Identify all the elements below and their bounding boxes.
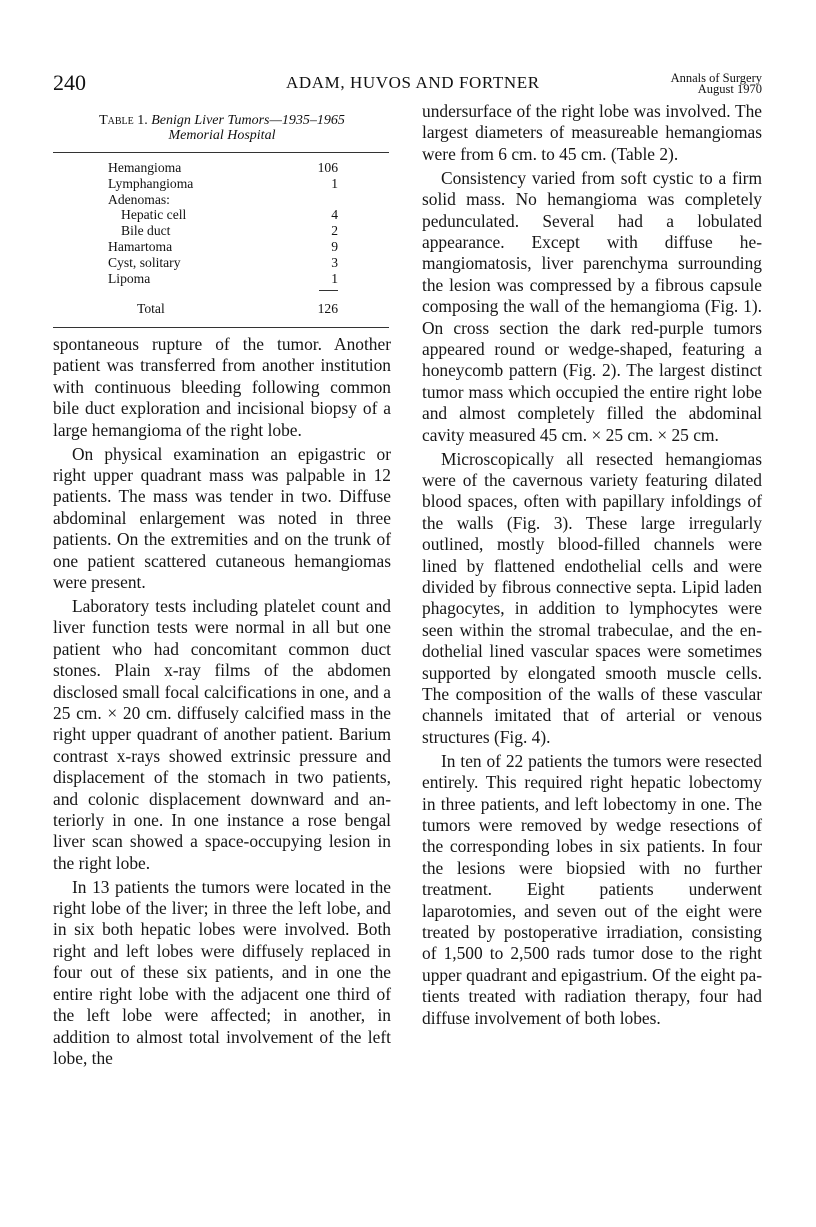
row-value: 3: [331, 254, 338, 270]
sum-rule: [319, 290, 338, 291]
page-number: 240: [53, 70, 86, 95]
benign-liver-tumors-table: [108, 160, 338, 317]
row-label: Lymphangioma: [108, 175, 194, 191]
table-row: [108, 271, 338, 287]
row-value: 106: [317, 160, 338, 175]
paragraph: Microscopically all resected hemangiomas were of the cavernous variety featuring dilated blood spaces, often with papillary infoldings of the walls (Fig. 3). These large irregularly outlined, mostly blood-filled channels were lined by flattened endothelial cells and were divided by fibrous connective septa. Lipid laden phagocytes, in addition to lymphocytes were seen within the stromal trabeculae, and the endothelial lined vascular spaces were sometimes supported by elongated smooth muscle cells. The composition of the walls of these vascular channels imitated that of arterial or venous structures (Fig. 4).: [422, 448, 762, 747]
table-caption: [53, 113, 391, 143]
row-value: 4: [331, 207, 338, 223]
journal-name: Annals of Surgery: [670, 71, 762, 85]
table-row: [108, 176, 338, 192]
row-value: 9: [331, 238, 338, 254]
row-label: Hamartoma: [108, 238, 173, 254]
table-row: [108, 255, 338, 271]
row-value: 2: [331, 223, 338, 239]
table-row: [108, 160, 338, 176]
paragraph: undersurface of the right lobe was involved. The largest diameters of measureable hemangiomas were from 6 cm. to 45 cm. (Table 2).: [422, 101, 762, 164]
paragraph: In 13 patients the tumors were located in the right lobe of the liver; in three the left lobe, and in six both hepatic lobes were involved. Both right and left lobes were diffusely replaced in four out of these six patients, and in one the entire right lobe with the adjacent one third of the left lobe were affected; in another, in addition to almost total involvement of the left lobe, the: [53, 876, 391, 1068]
paragraph: spontaneous rupture of the tumor. Another patient was transferred from another institution with continuous bleeding following common bile duct exploration and incisional biopsy of a large hemangioma of the right lobe.: [53, 334, 391, 440]
right-column: [422, 101, 762, 1031]
paragraph: On physical examination an epigastric or right upper quadrant mass was palpable in 12 patients. The mass was tender in two. Diffuse abdominal enlargement was noted in three patients. On the extremities and on the trunk of one patient scattered cutaneous hemangiomas were present.: [53, 443, 391, 592]
row-label: Bile duct: [121, 223, 171, 239]
row-value: 1: [331, 175, 338, 191]
running-head-authors: ADAM, HUVOS AND FORTNER: [286, 73, 540, 92]
total-value: 126: [317, 301, 338, 317]
table-label: Table 1.: [99, 113, 148, 128]
journal-date: August 1970: [697, 82, 762, 96]
row-label: Hemangioma: [108, 160, 182, 175]
row-value: 1: [331, 270, 338, 286]
row-label: Lipoma: [108, 270, 151, 286]
row-value: [308, 192, 338, 208]
paragraph: Consistency varied from soft cystic to a firm solid mass. No hemangioma was completely pedunculated. Several had a lobulated appearance. Except with diffuse hemangiomatosis, liver parenchyma surrounding the lesion was compressed by a fibrous capsule composing the wall of the hemangioma (Fig. 1). On cross section the dark red-purple tumors appeared round or wedge-shaped, featuring a honeycomb pattern (Fig. 2). The largest distinct tumor mass which occupied the entire right lobe and almost completely filled the abdominal cavity measured 45 cm. × 25 cm. × 25 cm.: [422, 167, 762, 445]
table-row: [108, 223, 338, 239]
left-column: [53, 334, 391, 1072]
table-bottom-rule: [53, 327, 389, 328]
row-label: Cyst, solitary: [108, 254, 181, 270]
journal-info: [671, 73, 762, 95]
paragraph: In ten of 22 patients the tumors were resected entirely. This required right hepatic lobectomy in three patients, and left lobectomy in one. The tumors were removed by wedge resections of the corresponding lobes in six patients. In four the lesions were biopsied with no further treatment. Eight patients underwent laparotomies, and seven out of the eight were treated by postoperative irradiation, consisting of 1,500 to 2,500 rads tumor dose to the right upper quadrant and epigastrium. Of the eight patients treated with radiation therapy, four had diffuse involvement of both lobes.: [422, 750, 762, 1028]
row-label: Hepatic cell: [121, 207, 187, 223]
table-row: [108, 192, 338, 208]
paragraph: Laboratory tests including platelet count and liver function tests were normal in all but one patient who had concomitant common duct stones. Plain x-ray films of the abdomen disclosed small focal calcifications in one, and a 25 cm. × 20 cm. diffusely calcified mass in the right upper quadrant of another patient. Barium contrast x-rays showed extrinsic pressure and displacement of the stomach in two patients, and colonic displacement downward and anteriorly in one. In one instance a rose bengal liver scan showed a space-occupying lesion in the right lobe.: [53, 595, 391, 873]
table-row: [108, 207, 338, 223]
table-subtitle: Memorial Hospital: [168, 128, 276, 143]
table-top-rule: [53, 152, 389, 153]
table-title: Benign Liver Tumors—1935–1965: [151, 113, 345, 128]
total-label: Total: [137, 301, 165, 317]
table-total-row: [108, 301, 338, 317]
sum-rule-row: [108, 286, 338, 298]
table-row: [108, 239, 338, 255]
row-label: Adenomas:: [108, 191, 170, 207]
